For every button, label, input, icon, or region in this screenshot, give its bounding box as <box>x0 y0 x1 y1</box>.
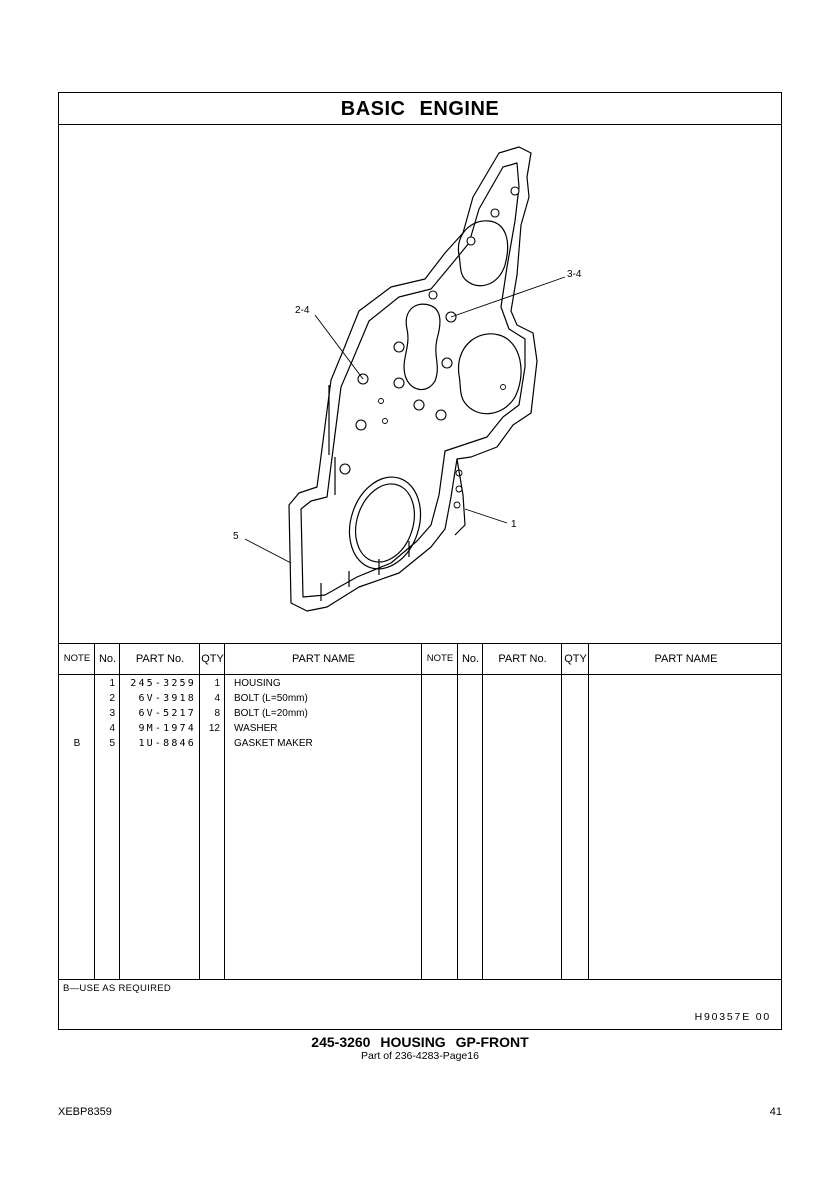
row-part-no: 9M-1974 <box>138 723 196 734</box>
row-part-no: 1U-8846 <box>138 738 196 749</box>
drawing-number: H90357E 00 <box>694 1011 771 1023</box>
header-note-left: NOTE <box>63 653 91 664</box>
header-no-right: No. <box>461 653 480 665</box>
group-reference: Part of 236-4283-Page16 <box>361 1050 479 1062</box>
row-no: 1 <box>109 678 115 689</box>
row-note: B <box>73 738 81 749</box>
header-qty-right: QTY <box>564 653 587 665</box>
row-no: 4 <box>109 723 115 734</box>
row-part-no: 6V-3918 <box>138 693 196 704</box>
row-note <box>59 691 95 706</box>
housing-drawing <box>59 125 783 643</box>
row-no: 3 <box>109 708 115 719</box>
parts-frame <box>58 92 782 1030</box>
header-part-no-right: PART No. <box>498 653 547 665</box>
header-part-name-left: PART NAME <box>292 653 355 665</box>
row-qty: 1 <box>214 678 220 689</box>
header-part-no-left: PART No. <box>135 653 185 665</box>
row-note <box>59 706 95 721</box>
row-no: 5 <box>109 738 115 749</box>
header-qty-left: QTY <box>201 653 224 665</box>
group-title: 245-3260 HOUSING GP-FRONT <box>311 1034 529 1050</box>
callout-1: 1 <box>511 519 517 530</box>
row-name: BOLT (L=50mm) <box>234 693 308 704</box>
row-name: HOUSING <box>234 678 281 689</box>
header-no-left: No. <box>98 653 117 665</box>
row-qty: 4 <box>214 693 220 704</box>
row-note <box>59 676 95 691</box>
publication-number: XEBP8359 <box>58 1106 112 1118</box>
row-no: 2 <box>109 693 115 704</box>
page-number: 41 <box>769 1106 782 1118</box>
parts-illustration <box>59 125 781 643</box>
row-note <box>59 721 95 736</box>
footnote-divider <box>59 979 781 980</box>
callout-2-4: 2-4 <box>295 305 310 316</box>
header-note-right: NOTE <box>426 653 454 664</box>
callout-3-4: 3-4 <box>567 269 582 280</box>
callout-5: 5 <box>233 531 239 542</box>
page-title: BASIC ENGINE <box>59 93 781 125</box>
footnote: B—USE AS REQUIRED <box>63 983 172 994</box>
row-name: WASHER <box>234 723 278 734</box>
header-part-name-right: PART NAME <box>654 653 718 665</box>
parts-table <box>59 643 781 979</box>
row-part-no: 245-3259 <box>130 678 196 689</box>
row-name: GASKET MAKER <box>234 738 313 749</box>
row-qty: 8 <box>214 708 220 719</box>
row-name: BOLT (L=20mm) <box>234 708 308 719</box>
row-qty: 12 <box>208 723 220 734</box>
row-qty <box>200 736 220 751</box>
row-part-no: 6V-5217 <box>138 708 196 719</box>
